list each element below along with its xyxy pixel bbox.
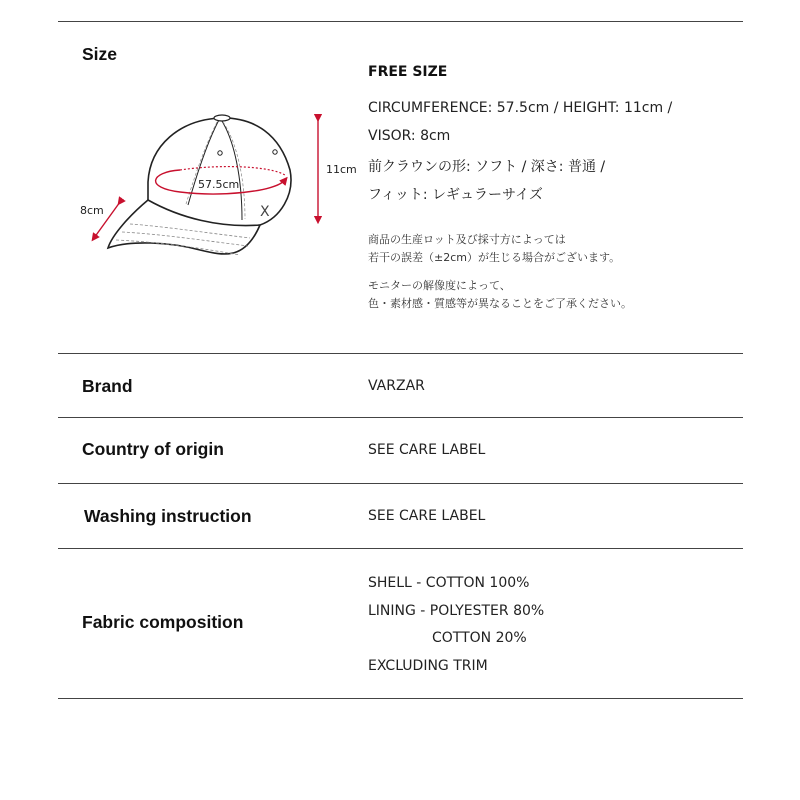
size-desc-line-2: VISOR: 8cm bbox=[368, 128, 451, 144]
visor-label: 8cm bbox=[80, 204, 104, 217]
fabric-line-shell: SHELL - COTTON 100% bbox=[368, 575, 530, 591]
size-note-1-line-1: 商品の生産ロット及び採寸方によっては bbox=[368, 233, 566, 246]
brand-value: VARZAR bbox=[368, 378, 425, 394]
divider-washing bbox=[58, 548, 743, 549]
divider-brand bbox=[58, 417, 743, 418]
height-label: 11cm bbox=[326, 163, 357, 176]
size-note-2-line-1: モニターの解像度によって、 bbox=[368, 279, 511, 292]
cap-logo-icon: X bbox=[260, 204, 270, 220]
cap-size-diagram bbox=[70, 100, 370, 285]
fabric-line-lining: LINING - POLYESTER 80% bbox=[368, 603, 545, 619]
circumference-label: 57.5cm bbox=[198, 178, 240, 191]
divider-bottom bbox=[58, 698, 743, 699]
divider-top bbox=[58, 21, 743, 22]
divider-size bbox=[58, 353, 743, 354]
origin-value: SEE CARE LABEL bbox=[368, 442, 486, 458]
size-desc-line-1: CIRCUMFERENCE: 57.5cm / HEIGHT: 11cm / bbox=[368, 100, 673, 116]
brand-label: Brand bbox=[82, 376, 133, 396]
free-size-title: FREE SIZE bbox=[368, 64, 448, 80]
size-desc-line-4: フィット: レギュラーサイズ bbox=[368, 187, 543, 203]
fabric-line-excluding: EXCLUDING TRIM bbox=[368, 658, 488, 674]
origin-label: Country of origin bbox=[82, 439, 224, 459]
washing-value: SEE CARE LABEL bbox=[368, 508, 486, 524]
size-label: Size bbox=[82, 44, 118, 64]
size-desc-line-3: 前クラウンの形: ソフト / 深さ: 普通 / bbox=[368, 159, 606, 175]
size-note-1-line-2: 若干の誤差（±2cm）が生じる場合がございます。 bbox=[368, 251, 621, 264]
washing-label: Washing instruction bbox=[84, 506, 252, 526]
fabric-label: Fabric composition bbox=[82, 612, 244, 632]
divider-origin bbox=[58, 483, 743, 484]
fabric-line-lining-cotton: COTTON 20% bbox=[432, 630, 527, 646]
size-note-2-line-2: 色・素材感・質感等が異なることをご了承ください。 bbox=[368, 297, 632, 310]
